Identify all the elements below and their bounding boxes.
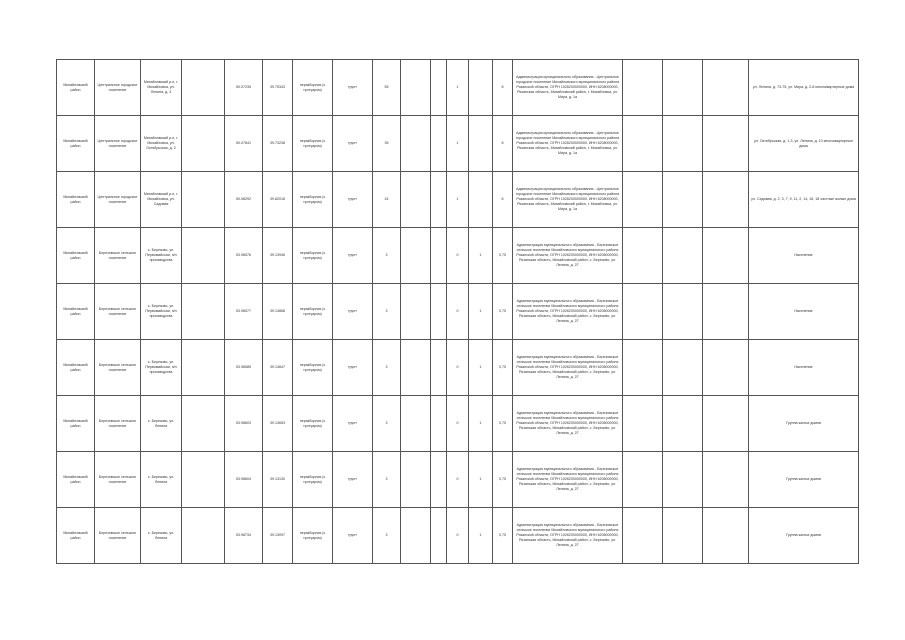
waste-source-cell: Население [749, 340, 859, 396]
surface-type-cell: грунт [333, 284, 373, 340]
address-cell: с. Березово, ул. Ленина [141, 396, 182, 452]
longitude-cell: 39.13097 [263, 508, 293, 564]
longitude-cell: 39.13653 [263, 396, 293, 452]
district-cell: Михайловский район [57, 284, 95, 340]
longitude-cell: 39.13847 [263, 340, 293, 396]
col10-cell [431, 340, 447, 396]
blank-cell [182, 340, 225, 396]
owner-cell: Администрация муниципального образования - Березовское сельское поселение Михайловского муниципального района Рязанской области, ОГРН 1026200000000, ИНН 6208000000, Рязанская область, Михайловский район, с. Березово, ул. Ленина, д. 27 [513, 508, 623, 564]
col9-cell [401, 172, 431, 228]
table-row [57, 396, 859, 452]
coating-cell: неразборная (с тротуаром) [293, 396, 333, 452]
table-row [57, 340, 859, 396]
area-cell: 3 [373, 340, 401, 396]
col15-cell [623, 228, 663, 284]
settlement-cell: Центральное городское поселение [95, 60, 141, 116]
area-cell: 3 [373, 228, 401, 284]
waste-source-cell: Группа жилых домов [749, 396, 859, 452]
col13-cell: 0,75 [493, 228, 513, 284]
longitude-cell: 39.13868 [263, 284, 293, 340]
address-cell: Михайловский р-н, г. Михайловка, ул. Ленина, д. 3 [141, 60, 182, 116]
coating-cell: неразборная (с тротуаром) [293, 508, 333, 564]
surface-type-cell: грунт [333, 396, 373, 452]
waste-source-cell: Группа жилых домов [749, 508, 859, 564]
col16-cell [663, 228, 703, 284]
col13-cell: 0,75 [493, 396, 513, 452]
col9-cell [401, 228, 431, 284]
blank-cell [182, 284, 225, 340]
waste-source-cell: Население [749, 284, 859, 340]
latitude-cell: 53.98576 [225, 228, 263, 284]
blank-cell [182, 228, 225, 284]
table-row [57, 116, 859, 172]
area-cell: 3 [373, 508, 401, 564]
col11-cell: 1 [447, 60, 469, 116]
settlement-cell: Центральное городское поселение [95, 172, 141, 228]
col10-cell [431, 228, 447, 284]
blank-cell [182, 172, 225, 228]
coating-cell: неразборная (с тротуаром) [293, 284, 333, 340]
address-cell: с. Березово, ул. Первомайская, н/п производства [141, 228, 182, 284]
col11-cell: 1 [447, 172, 469, 228]
address-cell: с. Березово, ул. Первомайская, н/п производства [141, 340, 182, 396]
surface-type-cell: грунт [333, 452, 373, 508]
col13-cell: 0,75 [493, 508, 513, 564]
registry-sheet [56, 59, 859, 564]
col11-cell: 0 [447, 228, 469, 284]
col17-cell [703, 228, 749, 284]
latitude-cell: 50.07841 [225, 116, 263, 172]
blank-cell [182, 452, 225, 508]
col10-cell [431, 116, 447, 172]
col17-cell [703, 60, 749, 116]
waste-source-cell: ул. Октябрьская, д. 1-3, ул. Ленина, д. 10 многоквартирные дома [749, 116, 859, 172]
settlement-cell: Березовское сельское поселение [95, 452, 141, 508]
col12-cell: 1 [469, 508, 493, 564]
area-cell: 3 [373, 284, 401, 340]
col9-cell [401, 284, 431, 340]
col15-cell [623, 172, 663, 228]
col12-cell [469, 116, 493, 172]
settlement-cell: Березовское сельское поселение [95, 284, 141, 340]
owner-cell: Администрация муниципального образования - Березовское сельское поселение Михайловского муниципального района Рязанской области, ОГРН 1026200000000, ИНН 6208000000, Рязанская область, Михайловский район, с. Березово, ул. Ленина, д. 27 [513, 284, 623, 340]
latitude-cell: 53.98585 [225, 340, 263, 396]
settlement-cell: Березовское сельское поселение [95, 508, 141, 564]
col11-cell: 0 [447, 340, 469, 396]
settlement-cell: Центральное городское поселение [95, 116, 141, 172]
area-cell: 35 [373, 116, 401, 172]
surface-type-cell: грунт [333, 172, 373, 228]
col15-cell [623, 116, 663, 172]
surface-type-cell: грунт [333, 116, 373, 172]
col9-cell [401, 340, 431, 396]
col16-cell [663, 452, 703, 508]
district-cell: Михайловский район [57, 60, 95, 116]
district-cell: Михайловский район [57, 228, 95, 284]
coating-cell: неразборная (с тротуаром) [293, 60, 333, 116]
col9-cell [401, 396, 431, 452]
col15-cell [623, 508, 663, 564]
col13-cell: 6 [493, 172, 513, 228]
address-cell: Михайловский р-н, г. Михайловка, ул. Садовая [141, 172, 182, 228]
latitude-cell: 53.98603 [225, 396, 263, 452]
coating-cell: неразборная (с тротуаром) [293, 228, 333, 284]
col16-cell [663, 60, 703, 116]
col15-cell [623, 284, 663, 340]
latitude-cell: 53.98604 [225, 452, 263, 508]
col12-cell: 1 [469, 452, 493, 508]
owner-cell: Администрация муниципального образования - Березовское сельское поселение Михайловского муниципального района Рязанской области, ОГРН 1026200000000, ИНН 6208000000, Рязанская область, Михайловский район, с. Березово, ул. Ленина, д. 27 [513, 340, 623, 396]
coating-cell: неразборная (с тротуаром) [293, 116, 333, 172]
blank-cell [182, 396, 225, 452]
address-cell: Михайловский р-н, г. Михайловка, ул. Октябрьская, д. 2 [141, 116, 182, 172]
area-cell: 55 [373, 60, 401, 116]
col13-cell: 0,75 [493, 284, 513, 340]
col10-cell [431, 172, 447, 228]
col17-cell [703, 340, 749, 396]
surface-type-cell: грунт [333, 340, 373, 396]
col12-cell [469, 172, 493, 228]
address-cell: с. Березово, ул. Первомайская, н/п производства [141, 284, 182, 340]
owner-cell: Администрация муниципального образования - Березовское сельское поселение Михайловского муниципального района Рязанской области, ОГРН 1026200000000, ИНН 6208000000, Рязанская область, Михайловский район, с. Березово, ул. Ленина, д. 27 [513, 452, 623, 508]
table-row [57, 172, 859, 228]
district-cell: Михайловский район [57, 396, 95, 452]
col17-cell [703, 116, 749, 172]
col10-cell [431, 60, 447, 116]
col12-cell: 1 [469, 228, 493, 284]
col17-cell [703, 452, 749, 508]
col13-cell: 8 [493, 116, 513, 172]
latitude-cell: 50.08292 [225, 172, 263, 228]
registry-table [56, 59, 859, 564]
col17-cell [703, 508, 749, 564]
col16-cell [663, 396, 703, 452]
longitude-cell: 39.75343 [263, 60, 293, 116]
coating-cell: неразборная (с тротуаром) [293, 172, 333, 228]
col15-cell [623, 60, 663, 116]
col16-cell [663, 284, 703, 340]
col15-cell [623, 396, 663, 452]
surface-type-cell: грунт [333, 60, 373, 116]
district-cell: Михайловский район [57, 116, 95, 172]
waste-source-cell: ул. Садовая, д. 2, 3, 7, 9, 11, 2, 14, 16, 18 частные жилые дома [749, 172, 859, 228]
blank-cell [182, 60, 225, 116]
settlement-cell: Березовское сельское поселение [95, 228, 141, 284]
address-cell: с. Березово, ул. Ленина [141, 508, 182, 564]
col16-cell [663, 508, 703, 564]
col15-cell [623, 452, 663, 508]
table-row [57, 284, 859, 340]
col11-cell: 0 [447, 508, 469, 564]
col15-cell [623, 340, 663, 396]
longitude-cell: 39.13946 [263, 228, 293, 284]
col16-cell [663, 340, 703, 396]
col13-cell: 0,75 [493, 452, 513, 508]
col17-cell [703, 284, 749, 340]
owner-cell: Администрация муниципального образования - Центральное городское поселение Михайловского муниципального района Рязанской области, ОГРН 1026200000000, ИНН 6208000000, Рязанская область, Михайловский район, г. Михайловка, ул. Мира, д. 1а [513, 116, 623, 172]
latitude-cell: 50.07235 [225, 60, 263, 116]
col12-cell: 1 [469, 396, 493, 452]
table-row [57, 508, 859, 564]
waste-source-cell: Население [749, 228, 859, 284]
col9-cell [401, 60, 431, 116]
waste-source-cell: ул. Ленина, д. 73-75, ул. Мира, д. 2-8 многоквартирные дома [749, 60, 859, 116]
district-cell: Михайловский район [57, 172, 95, 228]
col12-cell: 1 [469, 284, 493, 340]
col11-cell: 0 [447, 396, 469, 452]
col9-cell [401, 508, 431, 564]
col10-cell [431, 508, 447, 564]
area-cell: 3 [373, 396, 401, 452]
longitude-cell: 39.73238 [263, 116, 293, 172]
owner-cell: Администрация муниципального образования - Центральное городское поселение Михайловского муниципального района Рязанской области, ОГРН 1026200000000, ИНН 6208000000, Рязанская область, Михайловский район, г. Михайловка, ул. Мира, д. 1а [513, 172, 623, 228]
col17-cell [703, 396, 749, 452]
col13-cell: 0,75 [493, 340, 513, 396]
waste-source-cell: Группа жилых домов [749, 452, 859, 508]
longitude-cell: 39.13130 [263, 452, 293, 508]
surface-type-cell: грунт [333, 508, 373, 564]
col17-cell [703, 172, 749, 228]
longitude-cell: 39.82018 [263, 172, 293, 228]
district-cell: Михайловский район [57, 508, 95, 564]
blank-cell [182, 116, 225, 172]
address-cell: с. Березово, ул. Ленина [141, 452, 182, 508]
col11-cell: 0 [447, 452, 469, 508]
table-row [57, 452, 859, 508]
table-row [57, 228, 859, 284]
owner-cell: Администрация муниципального образования - Центральное городское поселение Михайловского муниципального района Рязанской области, ОГРН 1026200000000, ИНН 6208000000, Рязанская область, Михайловский район, г. Михайловка, ул. Мира, д. 1а [513, 60, 623, 116]
latitude-cell: 53.98577 [225, 284, 263, 340]
col12-cell [469, 60, 493, 116]
area-cell: 3 [373, 452, 401, 508]
col9-cell [401, 116, 431, 172]
col11-cell: 1 [447, 116, 469, 172]
col16-cell [663, 116, 703, 172]
settlement-cell: Березовское сельское поселение [95, 396, 141, 452]
area-cell: 24 [373, 172, 401, 228]
table-row [57, 60, 859, 116]
registry-rows [57, 60, 859, 564]
owner-cell: Администрация муниципального образования - Березовское сельское поселение Михайловского муниципального района Рязанской области, ОГРН 1026200000000, ИНН 6208000000, Рязанская область, Михайловский район, с. Березово, ул. Ленина, д. 27 [513, 228, 623, 284]
coating-cell: неразборная (с тротуаром) [293, 340, 333, 396]
settlement-cell: Березовское сельское поселение [95, 340, 141, 396]
owner-cell: Администрация муниципального образования - Березовское сельское поселение Михайловского муниципального района Рязанской области, ОГРН 1026200000000, ИНН 6208000000, Рязанская область, Михайловский район, с. Березово, ул. Ленина, д. 27 [513, 396, 623, 452]
col10-cell [431, 284, 447, 340]
district-cell: Михайловский район [57, 340, 95, 396]
coating-cell: неразборная (с тротуаром) [293, 452, 333, 508]
surface-type-cell: грунт [333, 228, 373, 284]
latitude-cell: 53.98734 [225, 508, 263, 564]
col9-cell [401, 452, 431, 508]
col12-cell: 1 [469, 340, 493, 396]
blank-cell [182, 508, 225, 564]
col10-cell [431, 452, 447, 508]
col10-cell [431, 396, 447, 452]
district-cell: Михайловский район [57, 452, 95, 508]
col11-cell: 0 [447, 284, 469, 340]
col16-cell [663, 172, 703, 228]
col13-cell: 8 [493, 60, 513, 116]
